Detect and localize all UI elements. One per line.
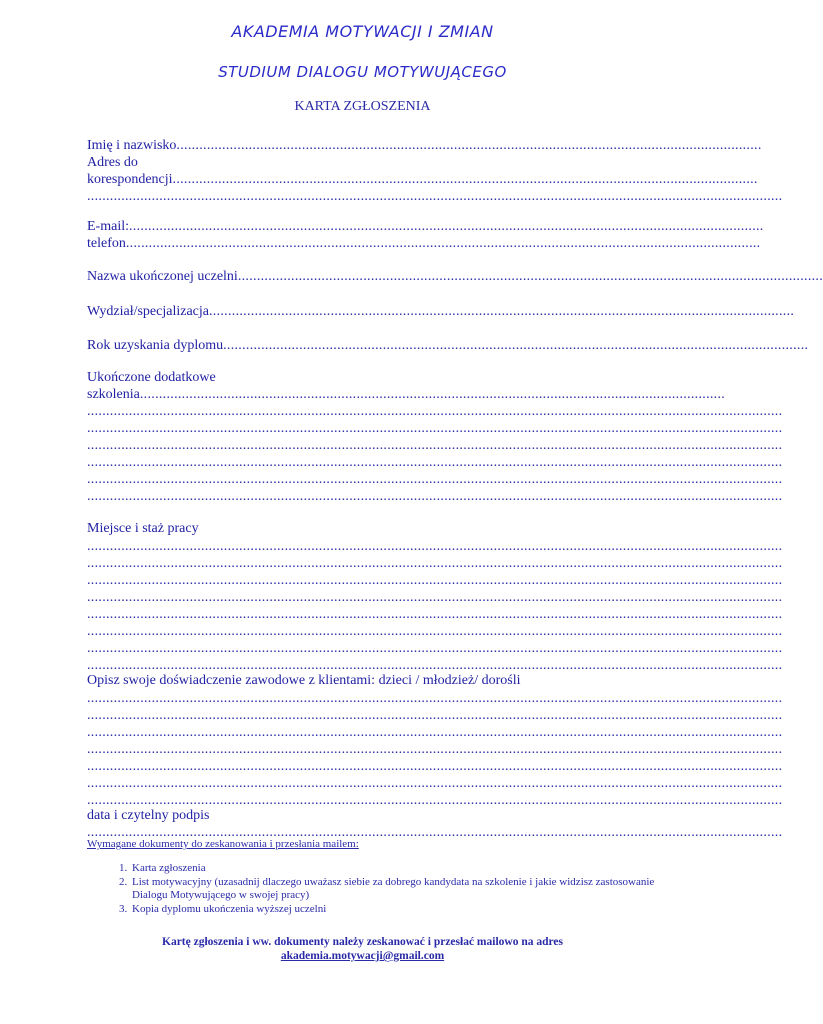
fill-line: ....................................................................................................................................................................................... — [87, 438, 783, 453]
address-label-2: korespondencji — [87, 172, 173, 187]
fill-line: ....................................................................................................................................................................................... — [87, 472, 783, 487]
required-doc-item: 1. Karta zgłoszenia — [130, 862, 670, 876]
extra-training-line[interactable] — [87, 454, 783, 472]
fill-line: ....................................................................................................................................................................................... — [87, 421, 783, 436]
extra-training-line[interactable] — [87, 488, 783, 506]
extra-training-line[interactable] — [87, 437, 783, 455]
fill-line: .......................................................................................................................................................... — [223, 338, 809, 353]
workplace-line[interactable] — [87, 623, 783, 641]
workplace-line[interactable] — [87, 589, 783, 607]
fill-line: ....................................................................................................................................................................................... — [87, 793, 783, 808]
extra-training-field[interactable] — [87, 386, 726, 404]
fill-line: ....................................................................................................................................................................................... — [87, 455, 783, 470]
signature-label: data i czytelny podpis — [87, 808, 210, 823]
contact-email-link[interactable]: akademia.motywacji@gmail.com — [280, 950, 445, 962]
address-label-1: Adres do — [87, 155, 138, 170]
experience-line[interactable] — [87, 775, 783, 793]
required-doc-item: 3. Kopia dyplomu ukończenia wyższej uczelni — [130, 903, 670, 917]
experience-label: Opisz swoje doświadczenie zawodowe z klientami: dzieci / młodzież/ dorośli — [87, 673, 521, 688]
submission-instruction: Kartę zgłoszenia i ww. dokumenty należy zeskanować i przesłać mailowo na adres — [162, 936, 563, 948]
signature-label-line — [87, 807, 639, 825]
fill-line: ....................................................................................................................................................................................... — [87, 759, 783, 774]
fill-line: .......................................................................................................................................................... — [208, 304, 795, 319]
fill-line: ....................................................................................................................................................................................... — [87, 725, 783, 740]
org-title: AKADEMIA MOTYWACJI I ZMIAN — [231, 22, 494, 41]
faculty-field[interactable] — [87, 303, 795, 321]
fill-line: ....................................................................................................................................................................................... — [87, 573, 783, 588]
phone-field[interactable] — [87, 235, 761, 253]
fill-line: ....................................................................................................................................................................................... — [87, 556, 783, 571]
experience-line[interactable] — [87, 707, 783, 725]
fill-line: ....................................................................................................................................................................................... — [87, 742, 783, 757]
fill-line: .......................................................................................................................................................... — [139, 387, 726, 402]
fill-line: ....................................................................................................................................................................................... — [87, 658, 783, 673]
fill-line: ....................................................................................................................................................................................... — [87, 404, 783, 419]
fill-line: .......................................................................................................................................................... — [172, 172, 758, 187]
extra-training-label-line — [87, 369, 639, 387]
fill-line: ....................................................................................................................................................................................... — [87, 776, 783, 791]
workplace-line[interactable] — [87, 538, 783, 556]
fill-line: ....................................................................................................................................................................................... — [87, 624, 783, 639]
fill-line: .......................................................................................................................................................... — [176, 138, 762, 153]
fill-line: ....................................................................................................................................................................................... — [87, 607, 783, 622]
extra-training-line[interactable] — [87, 403, 783, 421]
workplace-line[interactable] — [87, 640, 783, 658]
faculty-label: Wydział/specjalizacja — [87, 304, 209, 319]
required-docs-list — [87, 862, 670, 916]
fill-line: ....................................................................................................................................................................... — [125, 236, 761, 251]
experience-label-line — [87, 672, 639, 690]
fill-line: ....................................................................................................................................................................................... — [87, 539, 783, 554]
fill-line: ....................................................................................................................................................................................... — [87, 825, 783, 840]
workplace-label-line — [87, 520, 639, 538]
workplace-line[interactable] — [87, 572, 783, 590]
fill-line: ....................................................................................................................................................................................... — [87, 691, 783, 706]
fill-line: .......................................................................................................................................................... — [237, 269, 823, 284]
name-field[interactable] — [87, 137, 762, 155]
experience-line[interactable] — [87, 724, 783, 742]
experience-line[interactable] — [87, 690, 783, 708]
fill-line: ....................................................................................................................................................................................... — [87, 708, 783, 723]
extra-training-line[interactable] — [87, 471, 783, 489]
extra-training-label-2: szkolenia — [87, 387, 140, 402]
fill-line: ....................................................................................................................................................................................... — [87, 641, 783, 656]
form-title: KARTA ZGŁOSZENIA — [294, 99, 431, 114]
address-label-line — [87, 154, 639, 172]
phone-label: telefon — [87, 236, 126, 251]
extra-training-line[interactable] — [87, 420, 783, 438]
required-doc-item: 2. List motywacyjny (uzasadnij dlaczego uważasz siebie za dobrego kandydata na szkolenie i jakie widzisz zastosowanie Dialogu Motywującego w swojej pracy) — [130, 876, 670, 903]
workplace-line[interactable] — [87, 555, 783, 573]
address-field-line-2[interactable] — [87, 188, 783, 206]
fill-line: ....................................................................................................................................................................................... — [87, 590, 783, 605]
workplace-line[interactable] — [87, 606, 783, 624]
address-field[interactable] — [87, 171, 758, 189]
workplace-label: Miejsce i staż pracy — [87, 521, 199, 536]
name-label: Imię i nazwisko — [87, 138, 177, 153]
extra-training-label-1: Ukończone dodatkowe — [87, 370, 216, 385]
email-field[interactable] — [87, 218, 764, 236]
required-docs-heading: Wymagane dokumenty do zeskanowania i przesłania mailem: — [87, 838, 359, 850]
fill-line: ....................................................................................................................................................................................... — [87, 489, 783, 504]
graduation-year-label: Rok uzyskania dyplomu — [87, 338, 224, 353]
university-label: Nazwa ukończonej uczelni — [87, 269, 238, 284]
fill-line: ....................................................................................................................................................................... — [129, 219, 764, 234]
experience-line[interactable] — [87, 741, 783, 759]
fill-line: ....................................................................................................................................................................................... — [87, 189, 783, 204]
university-field[interactable] — [87, 268, 823, 286]
program-title: STUDIUM DIALOGU MOTYWUJĄCEGO — [218, 63, 507, 81]
email-label: E-mail: — [87, 219, 129, 234]
graduation-year-field[interactable] — [87, 337, 809, 355]
experience-line[interactable] — [87, 758, 783, 776]
